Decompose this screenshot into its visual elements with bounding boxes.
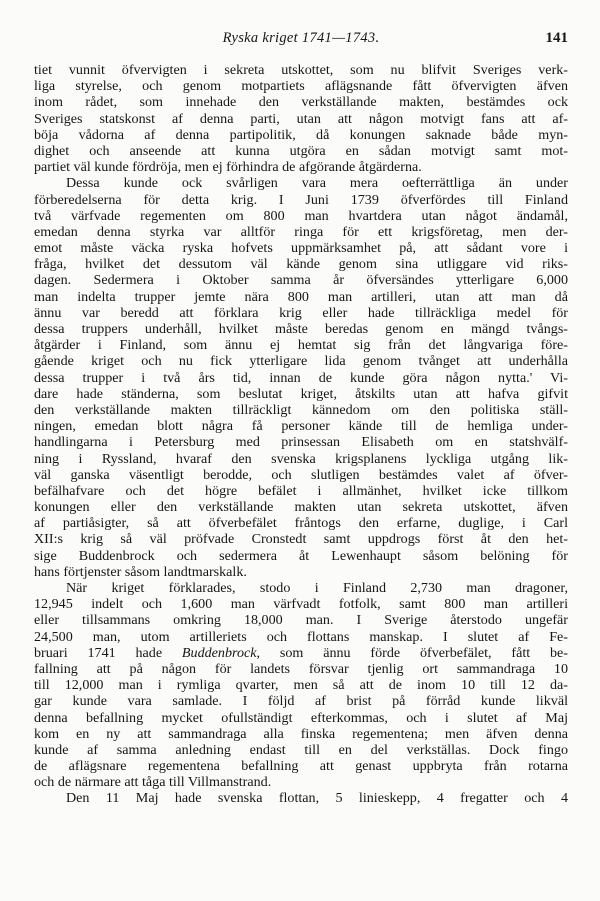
- text-line-content: åtgärder i Finland, som ännu ej hemtat sig från det långvariga före-: [34, 337, 568, 354]
- text-line-content: När kriget förklarades, stodo i Finland 2,730 man dragoner,: [66, 580, 568, 596]
- text-line-content: af partiåsigter, så att öfverbefälet fråntogs den erfarne, duglige, i Carl: [34, 515, 568, 532]
- text-line: [34, 402, 568, 418]
- text-line-continuation: , som ännu förde öfverbefälet, fått be-: [256, 644, 568, 661]
- text-line: [34, 564, 568, 580]
- text-line-content: gående kriget och nu fick ytterligare lida genom tvånget att underhålla: [34, 353, 568, 370]
- text-line: [34, 548, 568, 564]
- text-line-content: förberedelserna för detta krig. I Juni 1739 öfverfördes till Finland: [34, 191, 568, 208]
- text-line: [34, 693, 568, 709]
- running-header: [34, 30, 568, 52]
- text-line: [34, 451, 568, 467]
- text-line-content: fallning att på någon för landets försvar tjenlig ort sammandraga 10: [34, 660, 568, 677]
- text-line: [34, 790, 568, 806]
- text-line: [34, 208, 568, 224]
- text-line-content: de aflägsnare regementena befallning att genast uppbryta från rotarna: [34, 758, 568, 775]
- text-line-content: inom rådet, som innehade den verkställande makten, bestämdes ock: [34, 94, 568, 111]
- text-line: [34, 321, 568, 337]
- text-line: [34, 94, 568, 110]
- text-line: [34, 580, 568, 596]
- text-line-content: kunde af samma anledning endast till en del verkställas. Dock fingo: [34, 741, 568, 758]
- text-line-content: man indelta trupper jemte nära 800 man artilleri, utan att man då: [34, 288, 568, 305]
- text-line-content: Dessa kunde ock svårligen vara mera oefterrättliga än under: [66, 175, 568, 192]
- text-line: [34, 159, 568, 175]
- text-line-content: den verkställande makten tillräckligt kännedom om den politiska ställ-: [34, 401, 568, 418]
- text-line-content: dessa trupper i två års tid, innan de kunde göra någon nytta.' Vi-: [34, 369, 568, 386]
- text-line: [34, 629, 568, 645]
- text-line-content: sige Buddenbrock och sedermera åt Lewenhaupt såsom belöning för: [34, 547, 568, 564]
- text-line-content: dighet och anseende att kunna utgöra en sådan motvigt samt mot-: [34, 142, 568, 159]
- text-line-content: XII:s krig så väl pröfvade Cronstedt samt uppdrogs först åt den het-: [34, 531, 568, 548]
- text-line-content: handlingarna i Petersburg med prinsessan Elisabeth om en statshvälf-: [34, 434, 568, 451]
- text-line: [34, 612, 568, 628]
- text-line-content: väl ganska väsentligt berodde, och slutligen bestämdes valet af öfver-: [34, 466, 568, 483]
- text-line-content: Sveriges statskonst af denna parti, utan att någon motvigt fans att af-: [34, 110, 568, 127]
- text-line: [34, 661, 568, 677]
- text-line-content: 24,500 man, utom artilleriets och flottans manskap. I slutet af Fe-: [34, 628, 568, 645]
- text-line: [34, 515, 568, 531]
- text-line: [34, 256, 568, 272]
- text-line-content: fråga, hvilket det dessutom väl kände genom sina utliggare vid riks-: [34, 256, 568, 273]
- text-line: [34, 645, 568, 661]
- text-line-content: 12,945 indelt och 1,600 man värfvadt fotfolk, samt 800 man artilleri: [34, 596, 568, 613]
- text-line: [34, 111, 568, 127]
- text-line: [34, 483, 568, 499]
- text-line-content: hans förtjenster såsom landtmarskalk.: [34, 563, 247, 580]
- text-line-content: böja vådorna af denna partipolitik, då konungen saknade både myn-: [34, 126, 568, 143]
- emphasized-name: Buddenbrock: [181, 644, 257, 661]
- text-line: [34, 78, 568, 94]
- running-title: Ryska kriget 1741—1743.: [222, 30, 380, 46]
- text-line: [34, 774, 568, 790]
- text-line-content: bruari 1741 hade: [34, 644, 182, 661]
- text-line: [34, 596, 568, 612]
- text-line: [34, 175, 568, 191]
- text-line: [34, 370, 568, 386]
- text-line-content: denna befallning mycket ofullständigt efterkommas, och i slutet af Maj: [34, 709, 568, 726]
- text-line: [34, 434, 568, 450]
- text-line-content: kom en ny att sammandraga alla finska regementena; men äfven denna: [34, 725, 568, 742]
- text-line-content: ningen, emedan blott några få personer kände till de hemliga under-: [34, 418, 568, 435]
- text-line: [34, 289, 568, 305]
- text-line-content: liga styrelse, och genom motpartiets aflägsnande fått öfvervigten äfven: [34, 78, 568, 95]
- text-line: [34, 127, 568, 143]
- text-line-content: två värfvade regementen om 800 man hvartdera utan något ändamål,: [34, 207, 568, 224]
- text-line: [34, 305, 568, 321]
- text-line: [34, 192, 568, 208]
- text-line: [34, 386, 568, 402]
- text-line: [34, 758, 568, 774]
- text-line: [34, 353, 568, 369]
- text-line: [34, 418, 568, 434]
- text-line: [34, 710, 568, 726]
- text-line-content: ännu var beredd att förklara krig eller hade tillräckliga medel för: [34, 304, 568, 321]
- text-line-content: emot måste väcka ryska hofvets uppmärksamhet på, att sådant vore i: [34, 240, 568, 257]
- text-line-content: och de närmare att tåga till Villmanstrand.: [34, 774, 272, 791]
- body-text: [34, 62, 568, 807]
- page-number: 141: [545, 30, 568, 46]
- text-line: [34, 224, 568, 240]
- text-line: [34, 677, 568, 693]
- text-line: [34, 531, 568, 547]
- text-line-content: tiet vunnit öfvervigten i sekreta utskottet, som nu blifvit Sveriges verk-: [34, 62, 568, 78]
- text-line: [34, 337, 568, 353]
- text-line-content: gar kunde vara samlade. I följd af brist på förråd kunde likväl: [34, 693, 568, 710]
- text-line: [34, 726, 568, 742]
- text-line-content: dare hade ständerna, som beslutat kriget, åtskilts utan att hafva gifvit: [34, 385, 568, 402]
- text-line: [34, 272, 568, 288]
- text-line: [34, 240, 568, 256]
- text-line: [34, 467, 568, 483]
- text-line-content: eller tillsammans omkring 18,000 man. I Sverige återstodo ungefär: [34, 612, 568, 629]
- text-line-content: dessa truppers underhåll, hvilket måste beredas genom en mängd tvångs-: [34, 321, 568, 337]
- text-line: [34, 499, 568, 515]
- text-line: [34, 742, 568, 758]
- text-line-content: konungen eller den verkställande makten utan sekreta utskottet, äfven: [34, 499, 568, 516]
- text-line-content: Den 11 Maj hade svenska flottan, 5 linieskepp, 4 fregatter och 4: [66, 790, 568, 807]
- text-line: [34, 62, 568, 78]
- text-line-content: dagen. Sedermera i Oktober samma år öfversändes ytterligare 6,000: [34, 272, 568, 289]
- text-line-content: emedan denna styrka var alltför ringa för ett krigsföretag, men der-: [34, 223, 568, 240]
- text-line-content: till 12,000 man i rymliga qvarter, men så att de inom 10 till 12 da-: [34, 677, 568, 694]
- text-line-content: partiet väl kunde fördröja, men ej förhindra de afgörande åtgärderna.: [34, 159, 422, 176]
- text-line-content: ning i Ryssland, hvaraf den svenska krigsplanens lyckliga utgång lik-: [34, 450, 568, 467]
- text-line-content: befälhafvare och det högre befälet i allmänhet, hvilket icke tillkom: [34, 482, 568, 499]
- text-line: [34, 143, 568, 159]
